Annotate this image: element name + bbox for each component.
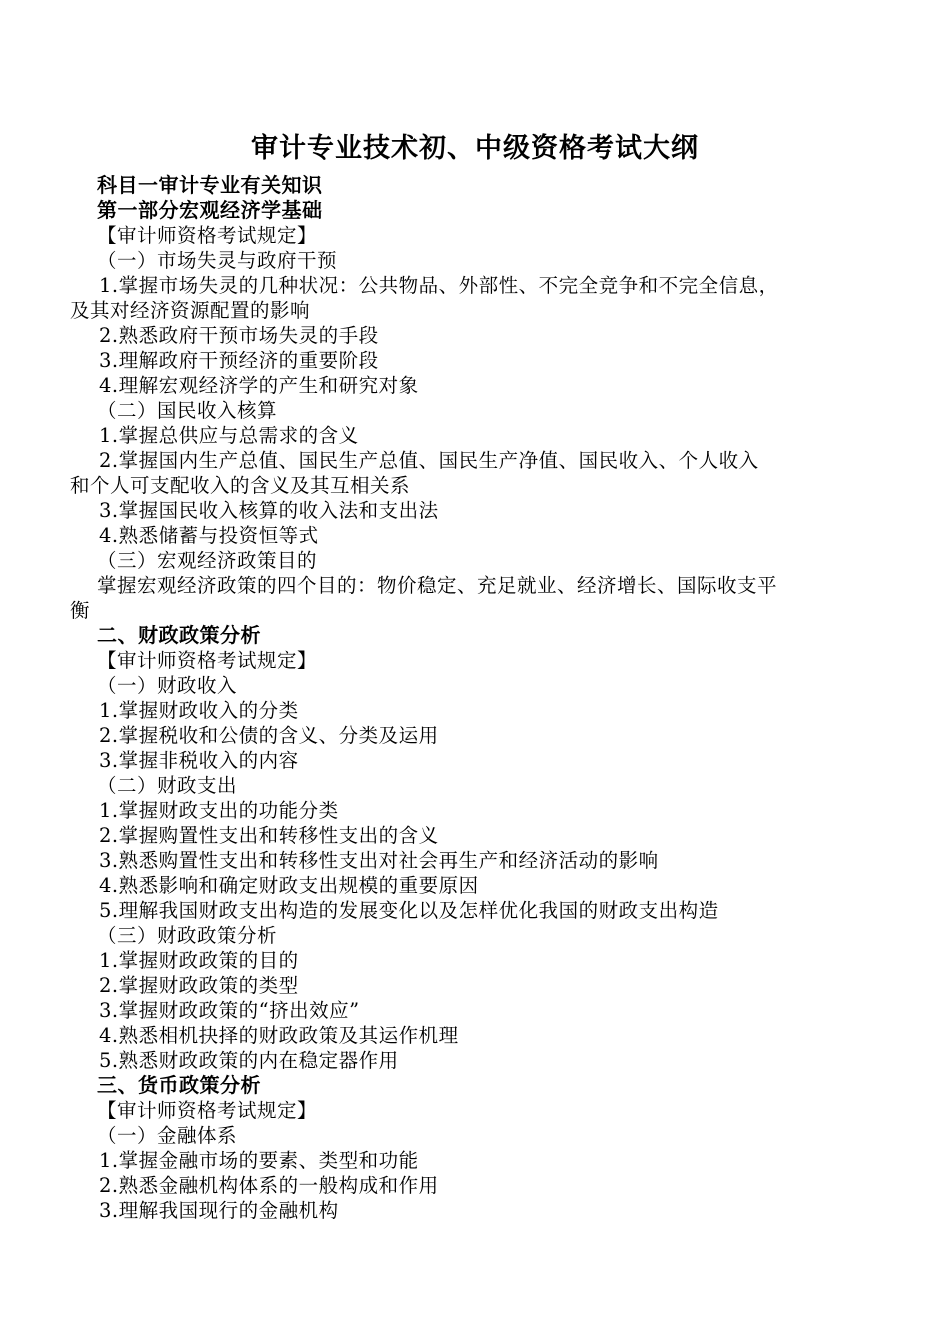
section-heading: （二）国民收入核算: [97, 399, 278, 422]
outline-item: 5.理解我国财政支出构造的发展变化以及怎样优化我国的财政支出构造: [99, 899, 719, 922]
regulation-label: 【审计师资格考试规定】: [97, 649, 318, 672]
outline-item: 4.熟悉储蓄与投资恒等式: [99, 524, 319, 547]
outline-item: 2.掌握财政政策的类型: [99, 974, 299, 997]
outline-item: 2.掌握国内生产总值、国民生产总值、国民生产净值、国民收入、个人收入: [99, 449, 759, 472]
section-heading: （二）财政支出: [97, 774, 238, 797]
outline-item: 2.熟悉政府干预市场失灵的手段: [99, 324, 379, 347]
regulation-label: 【审计师资格考试规定】: [97, 1099, 318, 1122]
outline-item-continuation: 及其对经济资源配置的影响: [70, 299, 311, 322]
outline-item-continuation: 衡: [70, 599, 91, 622]
outline-item: 1.掌握财政政策的目的: [99, 949, 299, 972]
outline-item: 4.理解宏观经济学的产生和研究对象: [99, 374, 419, 397]
outline-item: 3.熟悉购置性支出和转移性支出对社会再生产和经济活动的影响: [99, 849, 659, 872]
outline-item: 1.掌握财政支出的功能分类: [99, 799, 339, 822]
outline-item: 4.熟悉影响和确定财政支出规模的重要原因: [99, 874, 479, 897]
outline-item: 1.掌握市场失灵的几种状况：公共物品、外部性、不完全竞争和不完全信息，: [99, 274, 779, 297]
outline-item: 掌握宏观经济政策的四个目的：物价稳定、充足就业、经济增长、国际收支平: [97, 574, 778, 597]
outline-item: 3.理解我国现行的金融机构: [99, 1199, 339, 1222]
regulation-label: 【审计师资格考试规定】: [97, 224, 318, 247]
outline-item: 2.掌握税收和公债的含义、分类及运用: [99, 724, 439, 747]
section-heading: （一）市场失灵与政府干预: [97, 249, 338, 272]
section-heading: （三）财政政策分析: [97, 924, 278, 947]
document-title: 审计专业技术初、中级资格考试大纲: [251, 133, 699, 164]
subject-heading: 科目一审计专业有关知识: [97, 173, 323, 197]
outline-item: 4.熟悉相机抉择的财政政策及其运作机理: [99, 1024, 459, 1047]
outline-item: 3.理解政府干预经济的重要阶段: [99, 349, 379, 372]
part-heading-macroeconomics: 第一部分宏观经济学基础: [97, 198, 323, 222]
outline-item: 3.掌握非税收入的内容: [99, 749, 299, 772]
section-heading: （一）金融体系: [97, 1124, 238, 1147]
outline-item: 2.熟悉金融机构体系的一般构成和作用: [99, 1174, 439, 1197]
outline-item: 3.掌握国民收入核算的收入法和支出法: [99, 499, 439, 522]
section-heading: （一）财政收入: [97, 674, 238, 697]
part-heading-monetary-policy: 三、货币政策分析: [97, 1073, 261, 1097]
outline-item: 1.掌握总供应与总需求的含义: [99, 424, 359, 447]
outline-item: 2.掌握购置性支出和转移性支出的含义: [99, 824, 439, 847]
part-heading-fiscal-policy: 二、财政政策分析: [97, 623, 261, 647]
outline-item-continuation: 和个人可支配收入的含义及其互相关系: [70, 474, 411, 497]
outline-item: 1.掌握财政收入的分类: [99, 699, 299, 722]
outline-item: 1.掌握金融市场的要素、类型和功能: [99, 1149, 419, 1172]
section-heading: （三）宏观经济政策目的: [97, 549, 318, 572]
outline-item: 3.掌握财政政策的“挤出效应”: [99, 999, 360, 1022]
outline-item: 5.熟悉财政政策的内在稳定器作用: [99, 1049, 399, 1072]
